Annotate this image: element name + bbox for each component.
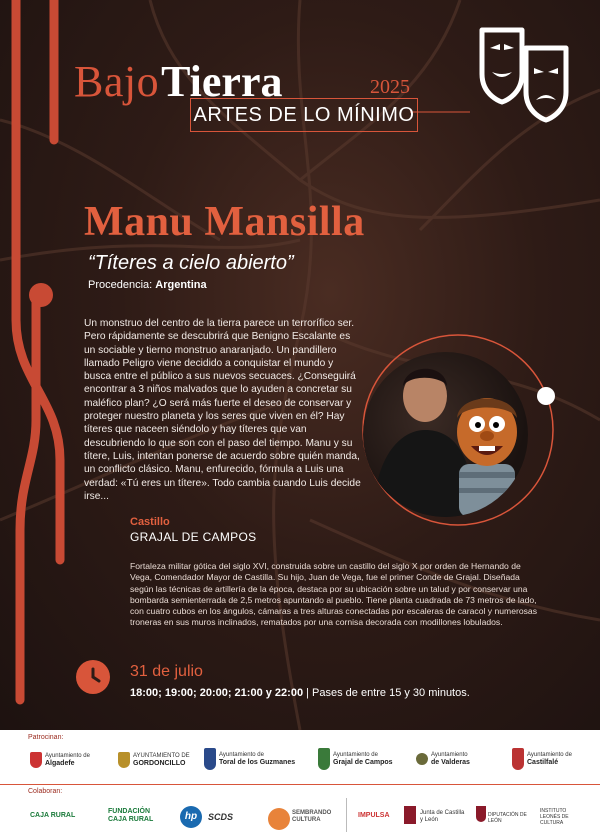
collaborators-title: Colaboran: xyxy=(28,788,63,795)
origin-label: Procedencia: xyxy=(88,279,153,291)
collab-fundacion: FUNDACIÓN CAJA RURAL xyxy=(108,808,154,823)
sponsor-small: Ayuntamiento de xyxy=(333,752,378,758)
sponsor-name: Algadefe xyxy=(45,760,75,767)
brand-year: 2025 xyxy=(370,76,410,98)
sponsor-valderas xyxy=(416,752,470,766)
artist-name: Manu Mansilla xyxy=(84,199,365,245)
collab-diputacion: DIPUTACIÓN DE LEÓN xyxy=(488,812,527,824)
collab-junta: Junta de Castilla y León xyxy=(420,810,465,823)
collab-scds: SCDS xyxy=(208,812,234,822)
venue-place: GRAJAL DE CAMPOS xyxy=(130,530,257,544)
sponsor-toral xyxy=(204,748,295,770)
sponsor-name: Castilfalé xyxy=(527,759,559,766)
artist-photo xyxy=(363,352,528,517)
festival-subtitle-box xyxy=(190,98,418,132)
collab-hp-logo: hp xyxy=(180,806,202,828)
crest-icon xyxy=(318,748,330,770)
sponsor-name: de Valderas xyxy=(431,759,470,766)
show-synopsis: Un monstruo del centro de la tierra parece un terrorífico ser. Pero rápidamente se descubrirá que Benigno Escalante es un sociable y tierno monstruo anaranjado. Un pandillero llamado Peligro viene decidido a conquistar el mundo y busca entre el público a sus nuevos secuaces. ¿Conseguirá encontrar a 3 niños malvados que lo ayuden a concretar su maléfico plan? ¿O será más fuerte el deseo de conservar y proteger nuestro planeta y los seres que viven en él? Hay títeres que naceen siéndolo y hay títeres que van descubriendo lo que son con el paso del tiempo. Manu y su títere, Luis, intentan ponerse de acuerdo sobre quién manda, un conflicto clásico. Manu, enfurecido, fórmula a Luis una verdad: «Tú eres un títere». Todo cambia cuando Luis decide irse... xyxy=(84,318,361,502)
sponsors-title: Patrocinan: xyxy=(28,734,64,741)
theater-masks-icon xyxy=(478,24,570,124)
event-times xyxy=(130,687,470,699)
sponsor-grajal xyxy=(318,748,393,770)
collab-impulsa: IMPULSA xyxy=(358,812,390,819)
brand-bajo: Bajo xyxy=(74,57,160,106)
sponsor-gordoncillo xyxy=(118,752,190,768)
venue-label: Castillo xyxy=(130,516,170,528)
crest-icon xyxy=(204,748,216,770)
event-date: 31 de julio xyxy=(130,663,203,680)
crest-icon xyxy=(118,752,130,768)
festival-subtitle: ARTES DE LO MÍNIMO xyxy=(193,104,415,126)
sponsor-small: AYUNTAMIENTO DE xyxy=(133,753,190,759)
venue-description: Fortaleza militar gótica del siglo XVI, construida sobre un castillo del siglo X por orden de Hernando de Vega, Comendador Mayor de Castilla. Su hijo, Juan de Vega, fue el primer Conde de Grajal. Diseñada según las técnicas de artillería de la época, destaca por su ubicación sobre un talud y por conservar una bombarda semienterrada de 2,5 metros apuntando al pueblo. Tiene planta cuadrada de 73 metros de lado, con cuatro cubos en los ángulos, cámaras a tres alturas conectadas por escaleras de caracol y numerosas troneras en sus muros inclinados, rematados por una cornisa decorada con modillones lobulados. xyxy=(130,561,537,628)
crest-icon xyxy=(512,748,524,770)
sponsor-divider xyxy=(0,784,600,785)
origin-line xyxy=(88,279,207,291)
collab-instituto: INSTITUTO LEONÉS DE CULTURA xyxy=(540,808,569,826)
show-title: “Títeres a cielo abierto” xyxy=(88,252,294,274)
sponsor-name: Toral de los Guzmanes xyxy=(219,759,296,766)
collab-caja-rural: CAJA RURAL xyxy=(30,812,76,819)
times-list: 18:00; 19:00; 20:00; 21:00 y 22:00 xyxy=(130,687,304,699)
crest-icon xyxy=(30,752,42,768)
decor-dot xyxy=(29,283,53,307)
collab-divider xyxy=(346,798,347,832)
sponsor-algadefe xyxy=(30,752,90,768)
sponsor-small: Ayuntamiento de xyxy=(45,753,90,759)
collab-sembrando: SEMBRANDO CULTURA xyxy=(292,810,332,823)
collab-diputacion-crest xyxy=(476,806,486,822)
origin-value: Argentina xyxy=(155,279,207,291)
collab-junta-crest xyxy=(404,806,416,824)
sponsor-castilfale xyxy=(512,748,572,770)
sponsor-small: Ayuntamiento de xyxy=(527,752,572,758)
sponsor-name: GORDONCILLO xyxy=(133,760,186,767)
sponsor-name: Grajal de Campos xyxy=(333,759,393,766)
decor-white-dot xyxy=(537,387,555,405)
sponsor-small: Ayuntamiento xyxy=(431,752,468,758)
sponsor-small: Ayuntamiento de xyxy=(219,752,264,758)
crest-icon xyxy=(416,753,428,765)
times-note: | Pases de entre 15 y 30 minutos. xyxy=(303,687,470,699)
brand-tierra: Tierra xyxy=(161,57,283,106)
collab-sembrando-icon xyxy=(268,808,290,830)
clock-icon xyxy=(76,660,110,694)
